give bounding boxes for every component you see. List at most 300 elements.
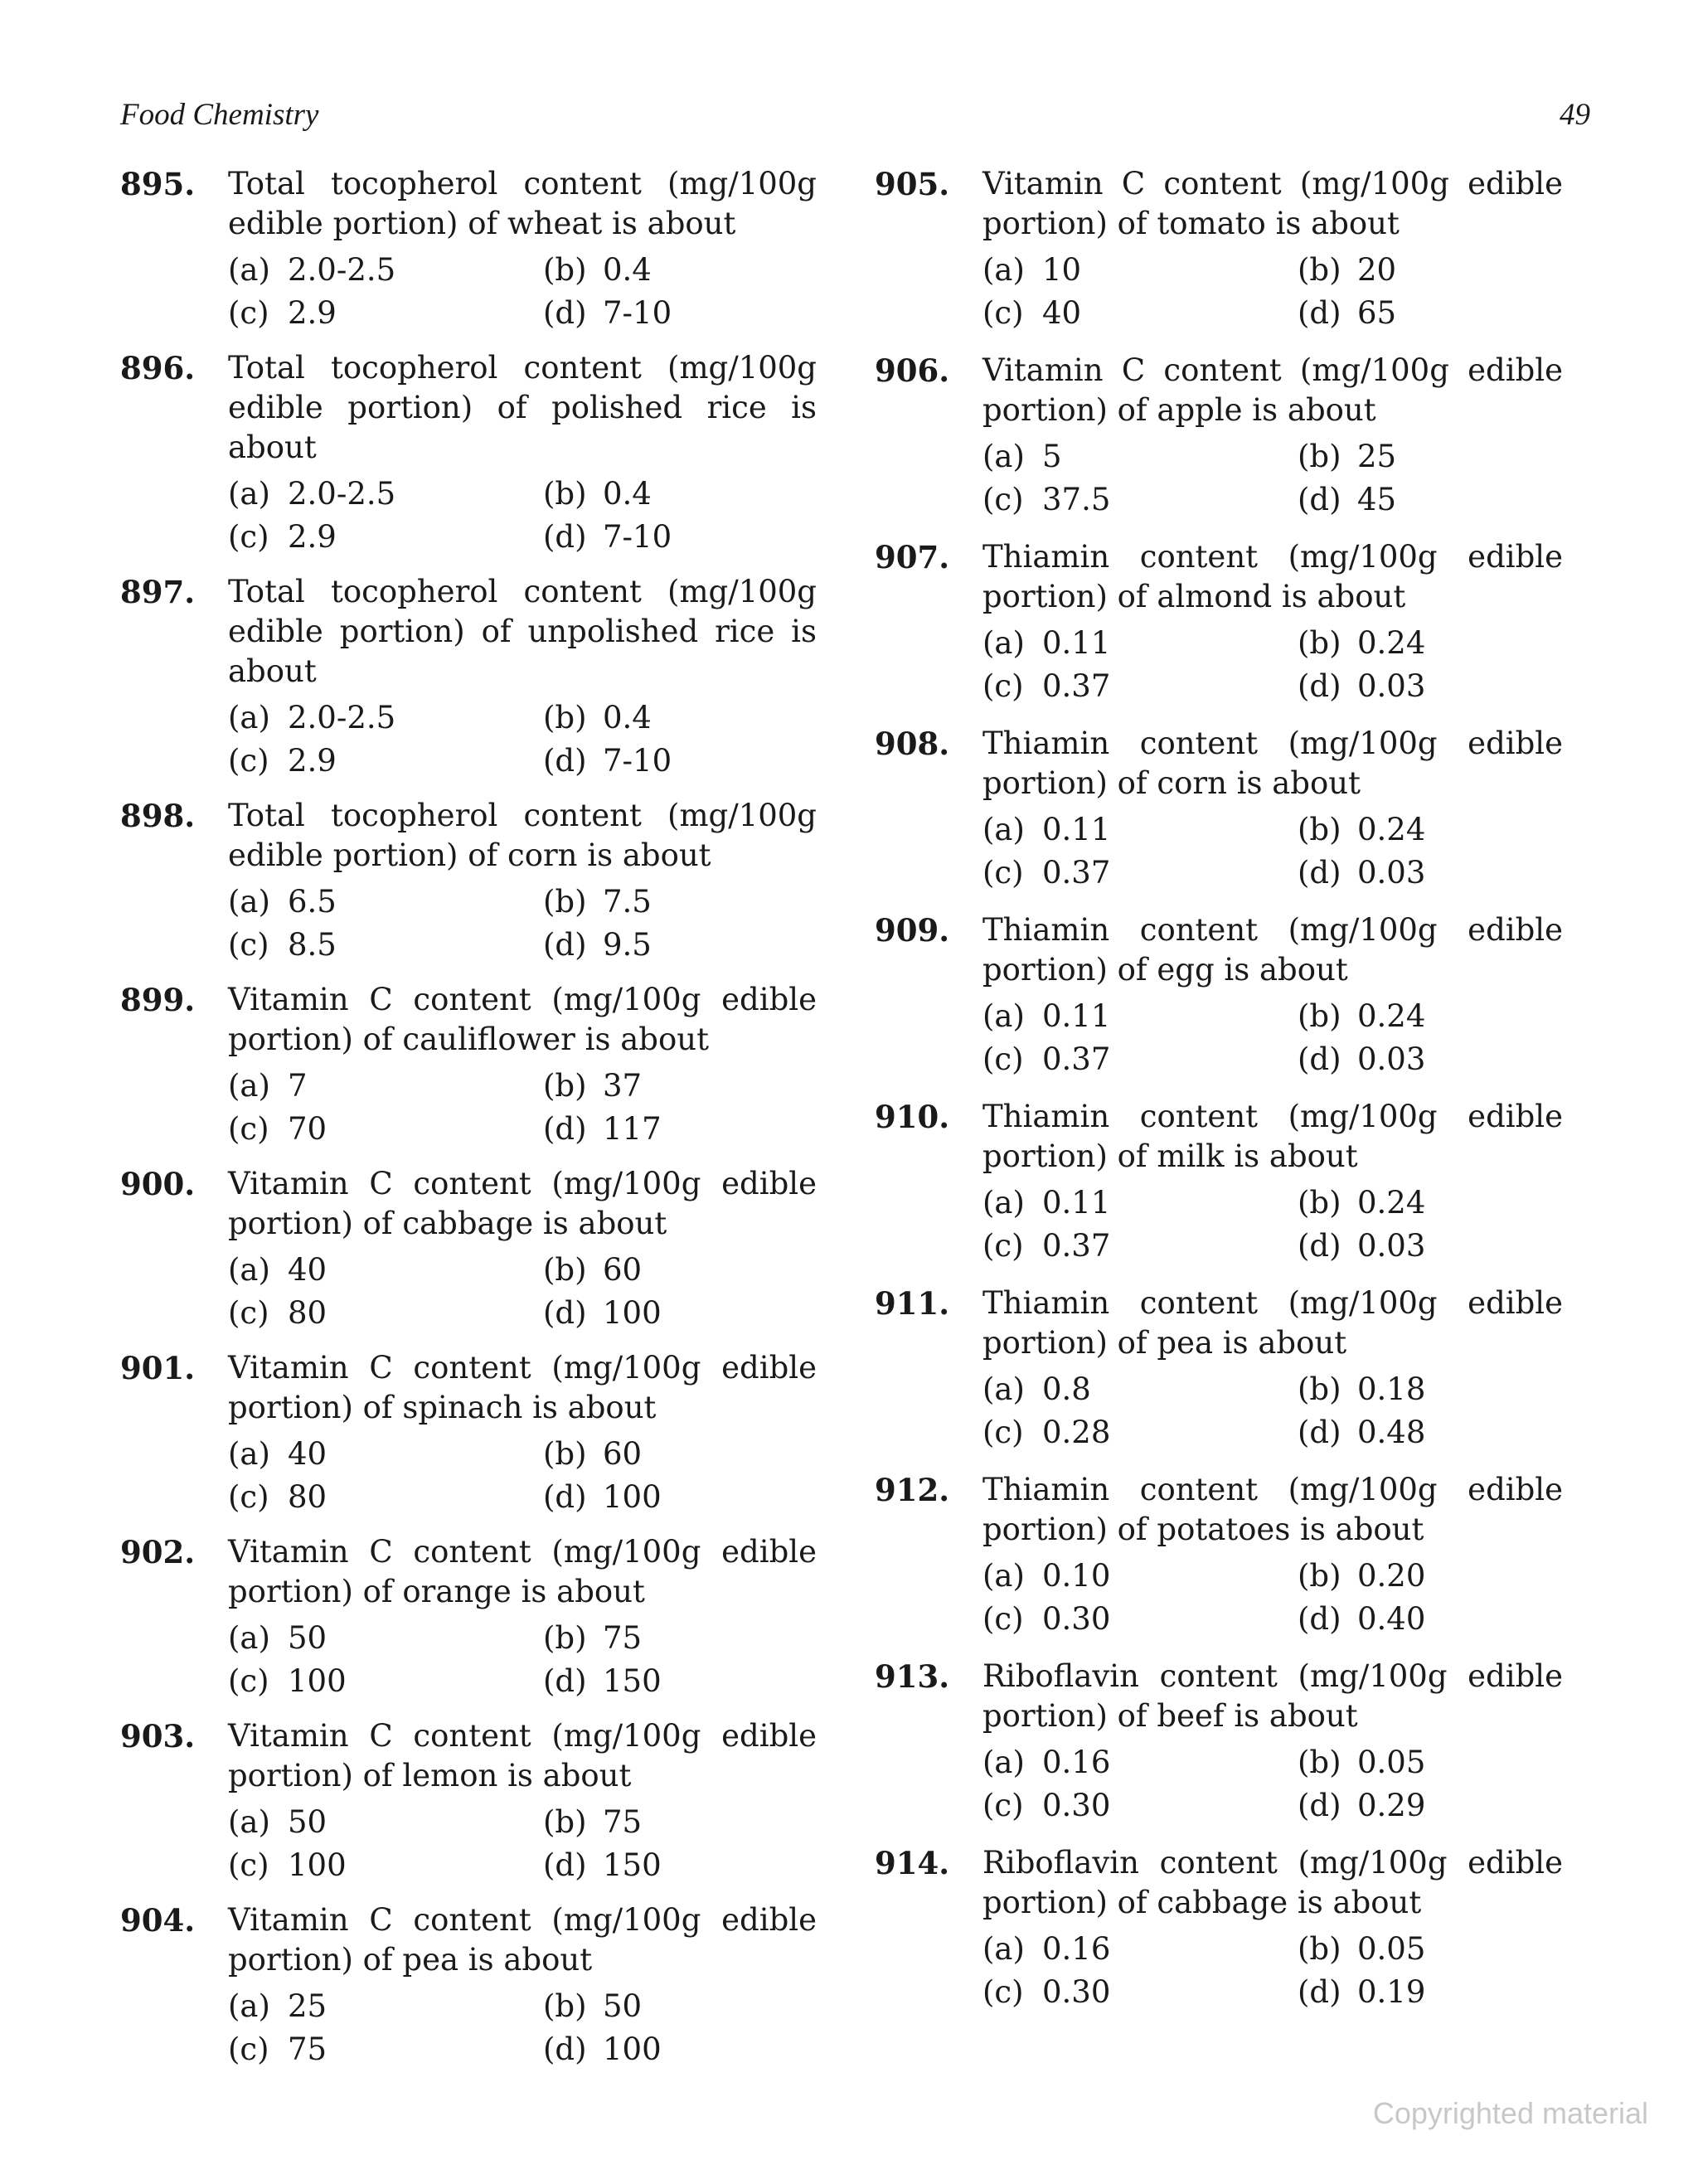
answer-option: [1298, 292, 1563, 335]
option-label: (b): [1298, 625, 1341, 661]
option-label: (c): [982, 482, 1024, 517]
option-value: 5: [1042, 439, 1062, 474]
option-label: (c): [982, 1974, 1024, 2010]
question-item: [875, 1470, 1563, 1641]
question-item: [120, 1164, 817, 1335]
question-body: [982, 1843, 1563, 2014]
left-column: [120, 164, 817, 2085]
option-label: (a): [982, 1558, 1025, 1594]
question-item: [120, 980, 817, 1151]
option-value: 7-10: [603, 295, 672, 331]
answer-options: [228, 881, 817, 967]
option-value: 0.16: [1042, 1745, 1111, 1780]
answer-option: [982, 478, 1298, 522]
question-text: Thiamin content (mg/100g edible portion) of corn is about: [982, 726, 1563, 801]
question-body: [982, 1657, 1563, 1827]
option-value: 0.37: [1042, 1228, 1111, 1264]
question-text: Riboflavin content (mg/100g edible portion) of cabbage is about: [982, 1845, 1563, 1920]
option-value: 75: [603, 1620, 643, 1656]
option-value: 2.9: [288, 295, 337, 331]
question-number: 913.: [875, 1658, 950, 1695]
option-value: 0.11: [1042, 625, 1111, 661]
option-label: (c): [228, 2031, 269, 2067]
answer-options: [228, 1433, 817, 1519]
question-number: 903.: [120, 1718, 196, 1754]
option-value: 45: [1357, 482, 1397, 517]
option-value: 0.24: [1357, 625, 1426, 661]
option-label: (d): [543, 1295, 587, 1331]
option-label: (c): [982, 295, 1024, 331]
option-value: 2.0-2.5: [288, 252, 396, 288]
answer-option: [228, 249, 543, 292]
question-text: Vitamin C content (mg/100g edible portion) of pea is about: [228, 1902, 817, 1978]
running-header: [120, 91, 1590, 133]
answer-option: [228, 1844, 543, 1887]
option-value: 9.5: [603, 927, 652, 963]
answer-options: [982, 1928, 1563, 2014]
question-body: [982, 537, 1563, 708]
question-item: [875, 1657, 1563, 1827]
question-text: Vitamin C content (mg/100g edible portion) of cabbage is about: [228, 1166, 817, 1241]
question-body: [228, 348, 817, 559]
option-label: (d): [543, 743, 587, 779]
answer-option: [982, 995, 1298, 1038]
question-number: 897.: [120, 574, 196, 610]
question-body: [228, 1900, 817, 2071]
option-label: (a): [228, 1436, 270, 1472]
option-label: (c): [228, 1479, 269, 1515]
answer-option: [1298, 1971, 1563, 2014]
right-column: [875, 164, 1563, 2030]
question-item: [120, 1532, 817, 1703]
option-label: (c): [228, 1295, 269, 1331]
answer-option: [1298, 1928, 1563, 1971]
option-value: 0.29: [1357, 1788, 1426, 1823]
question-item: [875, 1097, 1563, 1268]
answer-option: [228, 1249, 543, 1292]
answer-option: [228, 2028, 543, 2071]
option-value: 0.03: [1357, 855, 1426, 891]
option-label: (b): [1298, 252, 1341, 288]
option-label: (c): [982, 668, 1024, 704]
option-label: (a): [228, 700, 270, 735]
option-value: 60: [603, 1252, 643, 1288]
answer-option: [228, 696, 543, 740]
question-number: 902.: [120, 1534, 196, 1570]
answer-option: [1298, 665, 1563, 708]
answer-option: [543, 249, 817, 292]
answer-option: [543, 696, 817, 740]
option-label: (d): [543, 1479, 587, 1515]
option-label: (b): [1298, 439, 1341, 474]
option-label: (d): [1298, 1041, 1341, 1077]
option-value: 100: [603, 2031, 662, 2067]
option-value: 0.28: [1042, 1415, 1111, 1450]
question-number: 900.: [120, 1166, 196, 1202]
option-value: 0.10: [1042, 1558, 1111, 1594]
answer-option: [982, 1411, 1298, 1454]
answer-option: [228, 1985, 543, 2028]
option-value: 10: [1042, 252, 1082, 288]
question-item: [120, 348, 817, 559]
option-value: 0.11: [1042, 998, 1111, 1034]
answer-option: [1298, 1182, 1563, 1225]
option-label: (a): [982, 1185, 1025, 1221]
option-label: (b): [1298, 812, 1341, 847]
answer-option: [982, 808, 1298, 852]
answer-option: [543, 924, 817, 967]
question-body: [228, 164, 817, 335]
answer-option: [543, 292, 817, 335]
option-value: 0.03: [1357, 668, 1426, 704]
option-label: (d): [543, 1847, 587, 1883]
answer-option: [228, 1292, 543, 1335]
option-value: 50: [603, 1988, 643, 2024]
option-value: 25: [1357, 439, 1397, 474]
question-body: [982, 351, 1563, 522]
option-value: 0.24: [1357, 812, 1426, 847]
answer-options: [228, 1985, 817, 2071]
option-label: (c): [228, 519, 269, 555]
answer-option: [543, 1249, 817, 1292]
option-value: 0.16: [1042, 1931, 1111, 1967]
option-value: 60: [603, 1436, 643, 1472]
question-number: 899.: [120, 982, 196, 1018]
answer-options: [228, 249, 817, 335]
option-value: 0.30: [1042, 1974, 1111, 2010]
question-text: Vitamin C content (mg/100g edible portion) of apple is about: [982, 352, 1563, 428]
question-item: [875, 910, 1563, 1081]
answer-option: [228, 924, 543, 967]
answer-option: [228, 881, 543, 924]
answer-option: [1298, 852, 1563, 895]
answer-option: [228, 1108, 543, 1151]
option-label: (d): [1298, 482, 1341, 517]
answer-options: [228, 1065, 817, 1151]
question-body: [228, 572, 817, 783]
answer-option: [1298, 1038, 1563, 1081]
answer-option: [982, 852, 1298, 895]
option-value: 8.5: [288, 927, 337, 963]
question-text: Riboflavin content (mg/100g edible portion) of beef is about: [982, 1658, 1563, 1734]
answer-option: [982, 1784, 1298, 1827]
option-value: 7.5: [603, 884, 652, 920]
option-label: (c): [228, 743, 269, 779]
option-value: 0.4: [603, 476, 652, 512]
question-number: 895.: [120, 166, 196, 202]
option-label: (a): [228, 1252, 270, 1288]
answer-option: [543, 1844, 817, 1887]
question-text: Thiamin content (mg/100g edible portion) of almond is about: [982, 539, 1563, 614]
answer-option: [228, 740, 543, 783]
question-text: Thiamin content (mg/100g edible portion) of pea is about: [982, 1285, 1563, 1361]
option-value: 0.8: [1042, 1371, 1091, 1407]
option-value: 40: [1042, 295, 1082, 331]
question-text: Total tocopherol content (mg/100g edible portion) of unpolished rice is about: [228, 574, 817, 689]
answer-option: [543, 1985, 817, 2028]
option-value: 0.4: [603, 700, 652, 735]
answer-option: [982, 1555, 1298, 1598]
answer-option: [228, 1660, 543, 1703]
answer-option: [982, 1928, 1298, 1971]
question-text: Vitamin C content (mg/100g edible portion) of cauliflower is about: [228, 982, 817, 1057]
answer-option: [543, 1433, 817, 1476]
option-label: (a): [982, 252, 1025, 288]
option-value: 25: [288, 1988, 327, 2024]
option-value: 7-10: [603, 743, 672, 779]
option-label: (d): [1298, 855, 1341, 891]
option-label: (a): [228, 1988, 270, 2024]
question-item: [875, 1843, 1563, 2014]
answer-option: [1298, 1368, 1563, 1411]
option-label: (b): [543, 476, 587, 512]
option-label: (c): [982, 855, 1024, 891]
option-value: 100: [288, 1847, 347, 1883]
option-value: 0.30: [1042, 1601, 1111, 1637]
question-body: [228, 796, 817, 967]
option-value: 100: [603, 1479, 662, 1515]
question-text: Total tocopherol content (mg/100g edible portion) of polished rice is about: [228, 350, 817, 465]
answer-option: [228, 292, 543, 335]
option-value: 37.5: [1042, 482, 1111, 517]
answer-options: [982, 249, 1563, 335]
question-number: 914.: [875, 1845, 950, 1881]
answer-option: [982, 1598, 1298, 1641]
option-label: (d): [1298, 1415, 1341, 1450]
question-text: Total tocopherol content (mg/100g edible portion) of corn is about: [228, 798, 817, 873]
option-value: 50: [288, 1620, 327, 1656]
question-number: 908.: [875, 726, 950, 762]
answer-option: [982, 622, 1298, 665]
option-label: (c): [228, 295, 269, 331]
option-label: (b): [1298, 1558, 1341, 1594]
answer-option: [1298, 478, 1563, 522]
answer-option: [982, 1971, 1298, 2014]
option-label: (a): [982, 1371, 1025, 1407]
option-label: (b): [543, 1252, 587, 1288]
answer-option: [543, 516, 817, 559]
option-label: (d): [1298, 1601, 1341, 1637]
answer-options: [982, 1368, 1563, 1454]
option-label: (b): [543, 884, 587, 920]
question-number: 901.: [120, 1350, 196, 1386]
option-value: 40: [288, 1252, 327, 1288]
answer-option: [543, 1292, 817, 1335]
question-item: [875, 164, 1563, 335]
book-title: Food Chemistry: [120, 98, 319, 132]
answer-options: [982, 1741, 1563, 1827]
option-value: 0.24: [1357, 1185, 1426, 1221]
question-body: [982, 1284, 1563, 1454]
option-value: 150: [603, 1847, 662, 1883]
option-value: 0.11: [1042, 1185, 1111, 1221]
question-item: [120, 1348, 817, 1519]
answer-option: [228, 1065, 543, 1108]
option-label: (b): [1298, 1371, 1341, 1407]
question-text: Vitamin C content (mg/100g edible portion) of tomato is about: [982, 166, 1563, 241]
question-number: 906.: [875, 352, 950, 389]
option-value: 0.05: [1357, 1931, 1426, 1967]
option-label: (b): [1298, 1931, 1341, 1967]
option-label: (c): [982, 1041, 1024, 1077]
answer-option: [1298, 1784, 1563, 1827]
option-value: 2.9: [288, 743, 337, 779]
question-body: [982, 910, 1563, 1081]
option-label: (c): [228, 927, 269, 963]
option-value: 80: [288, 1479, 327, 1515]
answer-option: [982, 1741, 1298, 1784]
option-label: (c): [228, 1111, 269, 1147]
option-value: 40: [288, 1436, 327, 1472]
option-value: 0.48: [1357, 1415, 1426, 1450]
answer-option: [228, 473, 543, 516]
answer-option: [982, 249, 1298, 292]
question-number: 896.: [120, 350, 196, 386]
answer-option: [543, 881, 817, 924]
answer-option: [543, 740, 817, 783]
option-value: 20: [1357, 252, 1397, 288]
question-item: [120, 1716, 817, 1887]
question-item: [875, 537, 1563, 708]
answer-option: [982, 665, 1298, 708]
option-label: (c): [982, 1228, 1024, 1264]
answer-options: [982, 622, 1563, 708]
question-body: [982, 164, 1563, 335]
option-value: 65: [1357, 295, 1397, 331]
copyright-watermark: Copyrighted material: [1372, 2096, 1648, 2130]
answer-options: [982, 435, 1563, 522]
question-number: 912.: [875, 1472, 950, 1508]
option-label: (d): [543, 927, 587, 963]
option-label: (b): [543, 1988, 587, 2024]
answer-option: [1298, 1741, 1563, 1784]
answer-option: [543, 1108, 817, 1151]
answer-option: [1298, 1598, 1563, 1641]
option-label: (a): [982, 625, 1025, 661]
option-label: (d): [543, 519, 587, 555]
option-value: 75: [288, 2031, 327, 2067]
question-body: [228, 1348, 817, 1519]
question-text: Thiamin content (mg/100g edible portion) of egg is about: [982, 912, 1563, 988]
option-label: (a): [228, 884, 270, 920]
option-label: (a): [982, 1931, 1025, 1967]
question-text: Vitamin C content (mg/100g edible portion) of orange is about: [228, 1534, 817, 1609]
answer-options: [982, 808, 1563, 895]
answer-option: [1298, 435, 1563, 478]
option-value: 0.24: [1357, 998, 1426, 1034]
question-text: Thiamin content (mg/100g edible portion) of potatoes is about: [982, 1472, 1563, 1547]
option-value: 70: [288, 1111, 327, 1147]
option-value: 0.05: [1357, 1745, 1426, 1780]
question-body: [982, 724, 1563, 895]
question-item: [120, 572, 817, 783]
answer-option: [543, 473, 817, 516]
option-value: 7-10: [603, 519, 672, 555]
question-item: [875, 1284, 1563, 1454]
option-value: 2.0-2.5: [288, 476, 396, 512]
option-value: 2.0-2.5: [288, 700, 396, 735]
option-value: 0.37: [1042, 855, 1111, 891]
option-label: (d): [1298, 295, 1341, 331]
answer-option: [982, 292, 1298, 335]
question-text: Total tocopherol content (mg/100g edible portion) of wheat is about: [228, 166, 817, 241]
option-label: (c): [982, 1415, 1024, 1450]
question-number: 909.: [875, 912, 950, 949]
answer-option: [543, 1801, 817, 1844]
option-label: (a): [228, 252, 270, 288]
question-body: [228, 980, 817, 1151]
option-label: (c): [228, 1847, 269, 1883]
option-value: 0.4: [603, 252, 652, 288]
option-label: (b): [1298, 1185, 1341, 1221]
option-label: (d): [543, 295, 587, 331]
option-value: 6.5: [288, 884, 337, 920]
answer-options: [228, 696, 817, 783]
option-label: (c): [982, 1788, 1024, 1823]
answer-option: [1298, 1411, 1563, 1454]
option-label: (b): [543, 1068, 587, 1104]
answer-option: [1298, 1555, 1563, 1598]
option-value: 0.37: [1042, 1041, 1111, 1077]
answer-option: [543, 1065, 817, 1108]
option-label: (b): [543, 1620, 587, 1656]
answer-option: [982, 435, 1298, 478]
question-body: [982, 1470, 1563, 1641]
question-text: Vitamin C content (mg/100g edible portion) of spinach is about: [228, 1350, 817, 1425]
option-value: 117: [603, 1111, 662, 1147]
option-label: (b): [543, 252, 587, 288]
option-label: (d): [1298, 1974, 1341, 2010]
question-number: 907.: [875, 539, 950, 575]
question-item: [120, 164, 817, 335]
answer-option: [228, 516, 543, 559]
option-value: 0.18: [1357, 1371, 1426, 1407]
option-label: (b): [543, 1804, 587, 1840]
option-label: (d): [543, 1111, 587, 1147]
option-label: (a): [982, 1745, 1025, 1780]
option-label: (b): [543, 1436, 587, 1472]
answer-options: [982, 1182, 1563, 1268]
question-item: [875, 351, 1563, 522]
option-label: (b): [1298, 1745, 1341, 1780]
answer-options: [228, 1617, 817, 1703]
option-label: (b): [543, 700, 587, 735]
question-item: [875, 724, 1563, 895]
answer-options: [228, 1249, 817, 1335]
question-number: 904.: [120, 1902, 196, 1939]
question-body: [228, 1164, 817, 1335]
option-value: 80: [288, 1295, 327, 1331]
option-label: (a): [228, 476, 270, 512]
question-item: [120, 1900, 817, 2071]
answer-option: [228, 1617, 543, 1660]
option-value: 100: [288, 1663, 347, 1699]
question-body: [228, 1716, 817, 1887]
option-value: 0.20: [1357, 1558, 1426, 1594]
answer-option: [228, 1476, 543, 1519]
answer-option: [1298, 808, 1563, 852]
option-label: (d): [543, 2031, 587, 2067]
option-value: 2.9: [288, 519, 337, 555]
option-value: 100: [603, 1295, 662, 1331]
answer-options: [228, 1801, 817, 1887]
answer-option: [982, 1038, 1298, 1081]
option-value: 0.19: [1357, 1974, 1426, 2010]
answer-option: [1298, 622, 1563, 665]
option-value: 0.03: [1357, 1041, 1426, 1077]
option-value: 50: [288, 1804, 327, 1840]
question-number: 905.: [875, 166, 950, 202]
